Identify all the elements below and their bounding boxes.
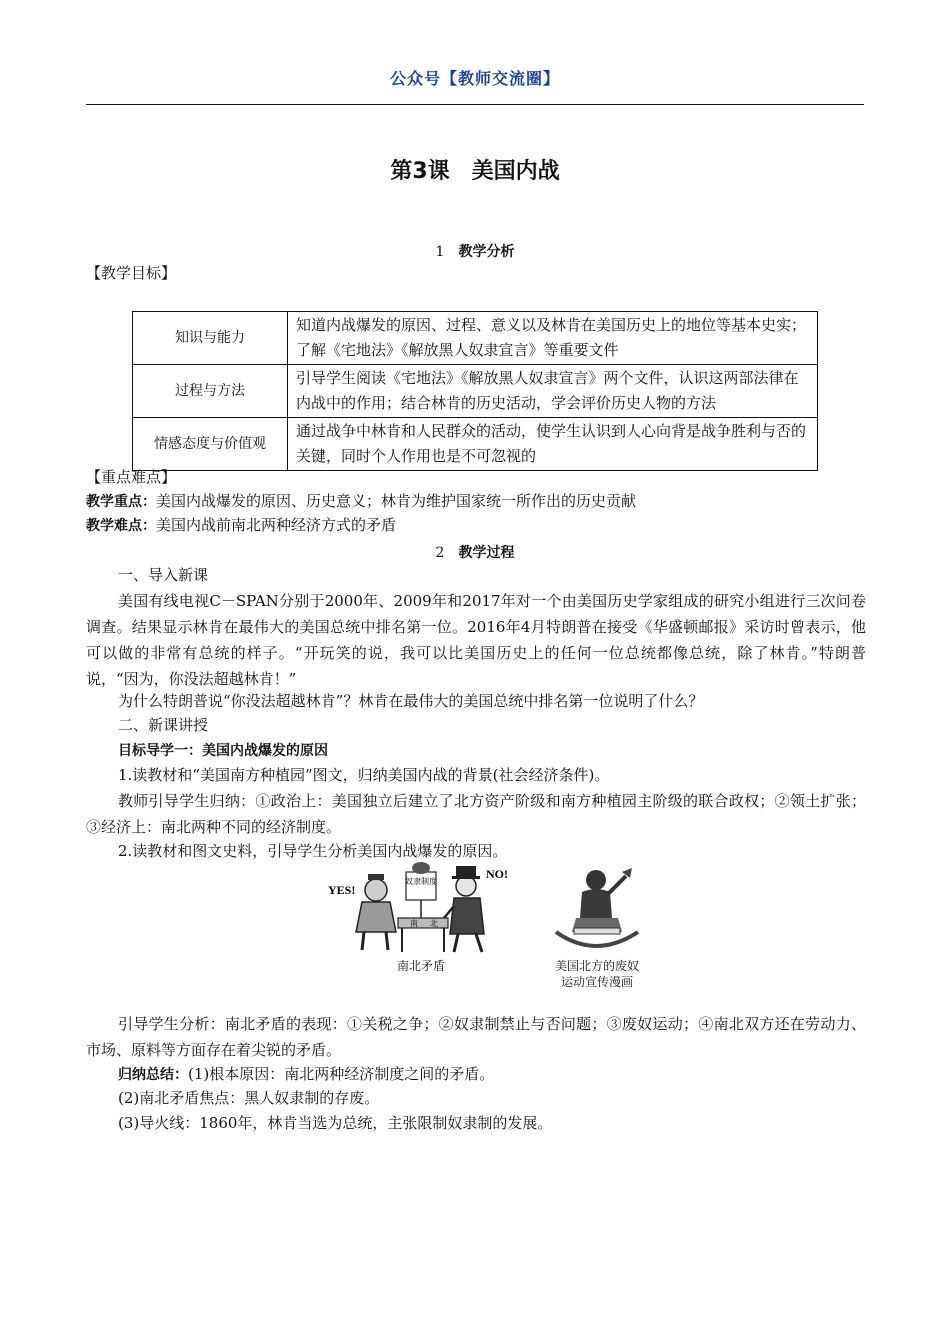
table-row [133, 418, 818, 471]
section-label: 教学分析 [458, 244, 515, 260]
summary-label: 归纳总结： [118, 1067, 188, 1083]
summary-item-1: (1)根本原因：南北两种经济制度之间的矛盾。 [188, 1065, 495, 1083]
summary-line [86, 1061, 866, 1088]
goal1-heading [86, 737, 866, 764]
goal-value: 引导学生阅读《宅地法》《解放黑人奴隶宣言》两个文件，认识这两部法律在内战中的作用；结合林肯的历史活动，学会评价历史人物的方法 [288, 365, 818, 418]
north-south-cartoon [326, 860, 516, 955]
goal1-heading-text: 目标导学一：美国内战爆发的原因 [118, 743, 328, 759]
no-label: NO! [486, 867, 508, 881]
summary-item-2: (2)南北矛盾焦点：黑人奴隶制的存废。 [118, 1089, 380, 1107]
section-heading-process [0, 542, 950, 562]
right-caption-line1: 美国北方的废奴 [554, 959, 639, 973]
section-number: 2 [435, 545, 445, 561]
slavery-sign-text: 奴隶制度 [405, 877, 437, 886]
goal-key: 过程与方法 [133, 365, 288, 418]
intro-question: 为什么特朗普说“你没法超越林肯”？林肯在最伟大的美国总统中排名第一位说明了什么？ [118, 692, 704, 710]
page-title: 第3课 美国内战 [390, 159, 560, 184]
goals-table [132, 311, 818, 471]
section-heading-analysis [0, 241, 950, 261]
section-label: 教学过程 [458, 545, 515, 561]
left-figure-caption: 南北矛盾 [396, 959, 445, 973]
intro-heading: 一、导入新课 [118, 566, 209, 584]
key-text: 美国内战爆发的原因、历史意义；林肯为维护国家统一所作出的历史贡献 [156, 492, 637, 510]
teacher-paragraph: 教师引导学生归纳：①政治上：美国独立后建立了北方资产阶级和南方种植园主阶级的联合政权；②领土扩张；③经济上：南北两种不同的经济制度。 [86, 792, 866, 836]
abolition-cartoon [552, 862, 642, 954]
keypoints-heading: 【重点难点】 [86, 468, 177, 486]
step2-text: 2.读教材和图文史料，引导学生分析美国内战爆发的原因。 [118, 842, 508, 860]
analysis-paragraph: 引导学生分析：南北矛盾的表现：①关税之争；②奴隶制禁止与否问题；③废奴运动；④南北双方还在劳动力、市场、原料等方面存在着尖锐的矛盾。 [86, 1015, 866, 1059]
north-label: 北 [430, 919, 438, 928]
difficult-text: 美国内战前南北两种经济方式的矛盾 [156, 516, 397, 534]
header-rule [86, 104, 864, 105]
new-lesson-heading: 二、新课讲授 [118, 716, 209, 734]
key-label: 教学重点： [86, 494, 156, 510]
goal-key: 知识与能力 [133, 312, 288, 365]
section-number: 1 [435, 244, 445, 260]
south-label: 南 [410, 919, 418, 928]
goal-value: 通过战争中林肯和人民群众的活动，使学生认识到人心向背是战争胜利与否的关键，同时个人作用也是不可忽视的 [288, 418, 818, 471]
goals-heading: 【教学目标】 [86, 264, 177, 282]
difficult-point-line [86, 512, 866, 539]
table-row [133, 312, 818, 365]
intro-paragraph: 美国有线电视C－SPAN分别于2000年、2009年和2017年对一个由美国历史学家组成的研究小组进行三次问卷调查。结果显示林肯在最伟大的美国总统中排名第一位。2016年4月特朗普在接受《华盛顿邮报》采访时曾表示，他可以做的非常有总统的样子。“开玩笑的说，我可以比美国历史上的任何一位总统都像总统，除了林肯。”特朗普说，“因为，你没法超越林肯！” [86, 592, 866, 688]
key-point-line [86, 488, 866, 515]
goal-value: 知道内战爆发的原因、过程、意义以及林肯在美国历史上的地位等基本史实；了解《宅地法》《解放黑人奴隶宣言》等重要文件 [288, 312, 818, 365]
table-row [133, 365, 818, 418]
right-caption-line2: 运动宣传漫画 [560, 975, 633, 989]
right-figure-caption [542, 958, 652, 990]
goal-key: 情感态度与价值观 [133, 418, 288, 471]
step1-text: 1.读教材和“美国南方种植园”图文，归纳美国内战的背景(社会经济条件)。 [118, 766, 610, 784]
yes-label: YES! [328, 883, 356, 897]
page-header: 公众号【教师交流圈】 [389, 69, 560, 88]
summary-item-3: (3)导火线：1860年，林肯当选为总统，主张限制奴隶制的发展。 [118, 1114, 553, 1132]
difficult-label: 教学难点： [86, 518, 156, 534]
